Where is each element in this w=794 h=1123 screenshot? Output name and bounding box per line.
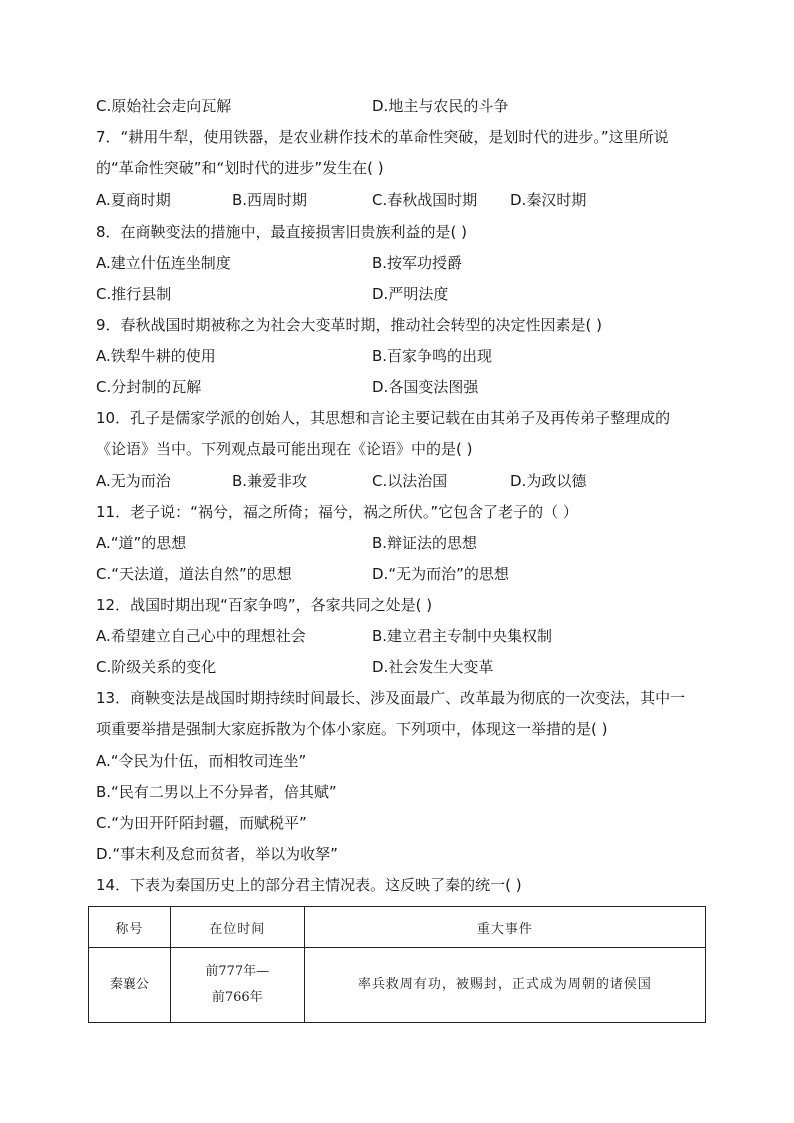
table-header-row bbox=[89, 907, 706, 948]
cell-event: 率兵救周有功，被赐封，正式成为周朝的诸侯国 bbox=[304, 948, 705, 1023]
q7-option-b: B.西周时期 bbox=[232, 191, 308, 209]
q9-option-a: A.铁犁牛耕的使用 bbox=[96, 347, 216, 365]
q9-stem: 9．春秋战国时期被称之为社会大变革时期，推动社会转型的决定性因素是( ) bbox=[96, 316, 603, 334]
cell-time-end: 前766年 bbox=[211, 990, 263, 1005]
header-title: 称号 bbox=[89, 907, 171, 948]
q6-option-c: C.原始社会走向瓦解 bbox=[96, 97, 232, 115]
q7-option-d: D.秦汉时期 bbox=[510, 191, 587, 209]
q10-stem: 10．孔子是儒家学派的创始人，其思想和言论主要记载在由其弟子及再传弟子整理成的《论语》当中。下列观点最可能出现在《论语》中的是( ) bbox=[96, 409, 671, 458]
q12-option-b: B.建立君主专制中央集权制 bbox=[372, 627, 553, 645]
monarch-table bbox=[88, 906, 706, 1023]
q13-option-d: D.“事末利及怠而贫者，举以为收孥” bbox=[96, 845, 338, 863]
q11-option-c: C.“天法道，道法自然”的思想 bbox=[96, 565, 292, 583]
q11-option-d: D.“无为而治”的思想 bbox=[372, 565, 509, 583]
q12-option-a: A.希望建立自己心中的理想社会 bbox=[96, 627, 306, 645]
header-event: 重大事件 bbox=[304, 907, 705, 948]
q9-option-c: C.分封制的瓦解 bbox=[96, 378, 202, 396]
q10-option-b: B.兼爱非攻 bbox=[232, 472, 308, 490]
cell-title: 秦襄公 bbox=[89, 948, 171, 1023]
q13-option-a: A.“令民为什伍，而相牧司连坐” bbox=[96, 752, 307, 770]
q7-option-a: A.夏商时期 bbox=[96, 191, 171, 209]
q13-stem: 13．商鞅变法是战国时期持续时间最长、涉及面最广、改革最为彻底的一次变法，其中一项重要举措是强制大家庭拆散为个体小家庭。下列项中，体现这一举措的是( ) bbox=[96, 689, 686, 738]
q11-option-a: A.“道”的思想 bbox=[96, 534, 187, 552]
q9-option-b: B.百家争鸣的出现 bbox=[372, 347, 493, 365]
header-time: 在位时间 bbox=[170, 907, 304, 948]
q10-option-c: C.以法治国 bbox=[372, 472, 448, 490]
q8-option-c: C.推行县制 bbox=[96, 285, 172, 303]
q6-option-d: D.地主与农民的斗争 bbox=[372, 97, 509, 115]
q8-option-b: B.按军功授爵 bbox=[372, 254, 463, 272]
q9-option-d: D.各国变法图强 bbox=[372, 378, 479, 396]
q12-option-d: D.社会发生大变革 bbox=[372, 658, 494, 676]
q10-option-d: D.为政以德 bbox=[510, 472, 587, 490]
q8-option-a: A.建立什伍连坐制度 bbox=[96, 254, 231, 272]
q7-option-c: C.春秋战国时期 bbox=[372, 191, 478, 209]
cell-time bbox=[170, 948, 304, 1023]
q8-option-d: D.严明法度 bbox=[372, 285, 449, 303]
q12-option-c: C.阶级关系的变化 bbox=[96, 658, 217, 676]
q7-stem: 7．“耕用牛犁，使用铁器，是农业耕作技术的革命性突破，是划时代的进步。”这里所说的“革命性突破”和“划时代的进步”发生在( ) bbox=[96, 128, 669, 177]
q8-stem: 8．在商鞅变法的措施中，最直接损害旧贵族利益的是( ) bbox=[96, 223, 468, 241]
q11-stem: 11．老子说：“祸兮，福之所倚；福兮，祸之所伏。”它包含了老子的（ ） bbox=[96, 503, 578, 521]
q13-option-b: B.“民有二男以上不分异者，倍其赋” bbox=[96, 783, 337, 801]
q11-option-b: B.辩证法的思想 bbox=[372, 534, 478, 552]
q14-stem: 14．下表为秦国历史上的部分君主情况表。这反映了秦的统一( ) bbox=[96, 876, 522, 894]
q13-option-c: C.“为田开阡陌封疆，而赋税平” bbox=[96, 814, 307, 832]
q10-option-a: A.无为而治 bbox=[96, 472, 171, 490]
q12-stem: 12．战国时期出现“百家争鸣”，各家共同之处是( ) bbox=[96, 596, 433, 614]
table-row bbox=[89, 948, 706, 1023]
cell-time-start: 前777年— bbox=[205, 964, 270, 979]
